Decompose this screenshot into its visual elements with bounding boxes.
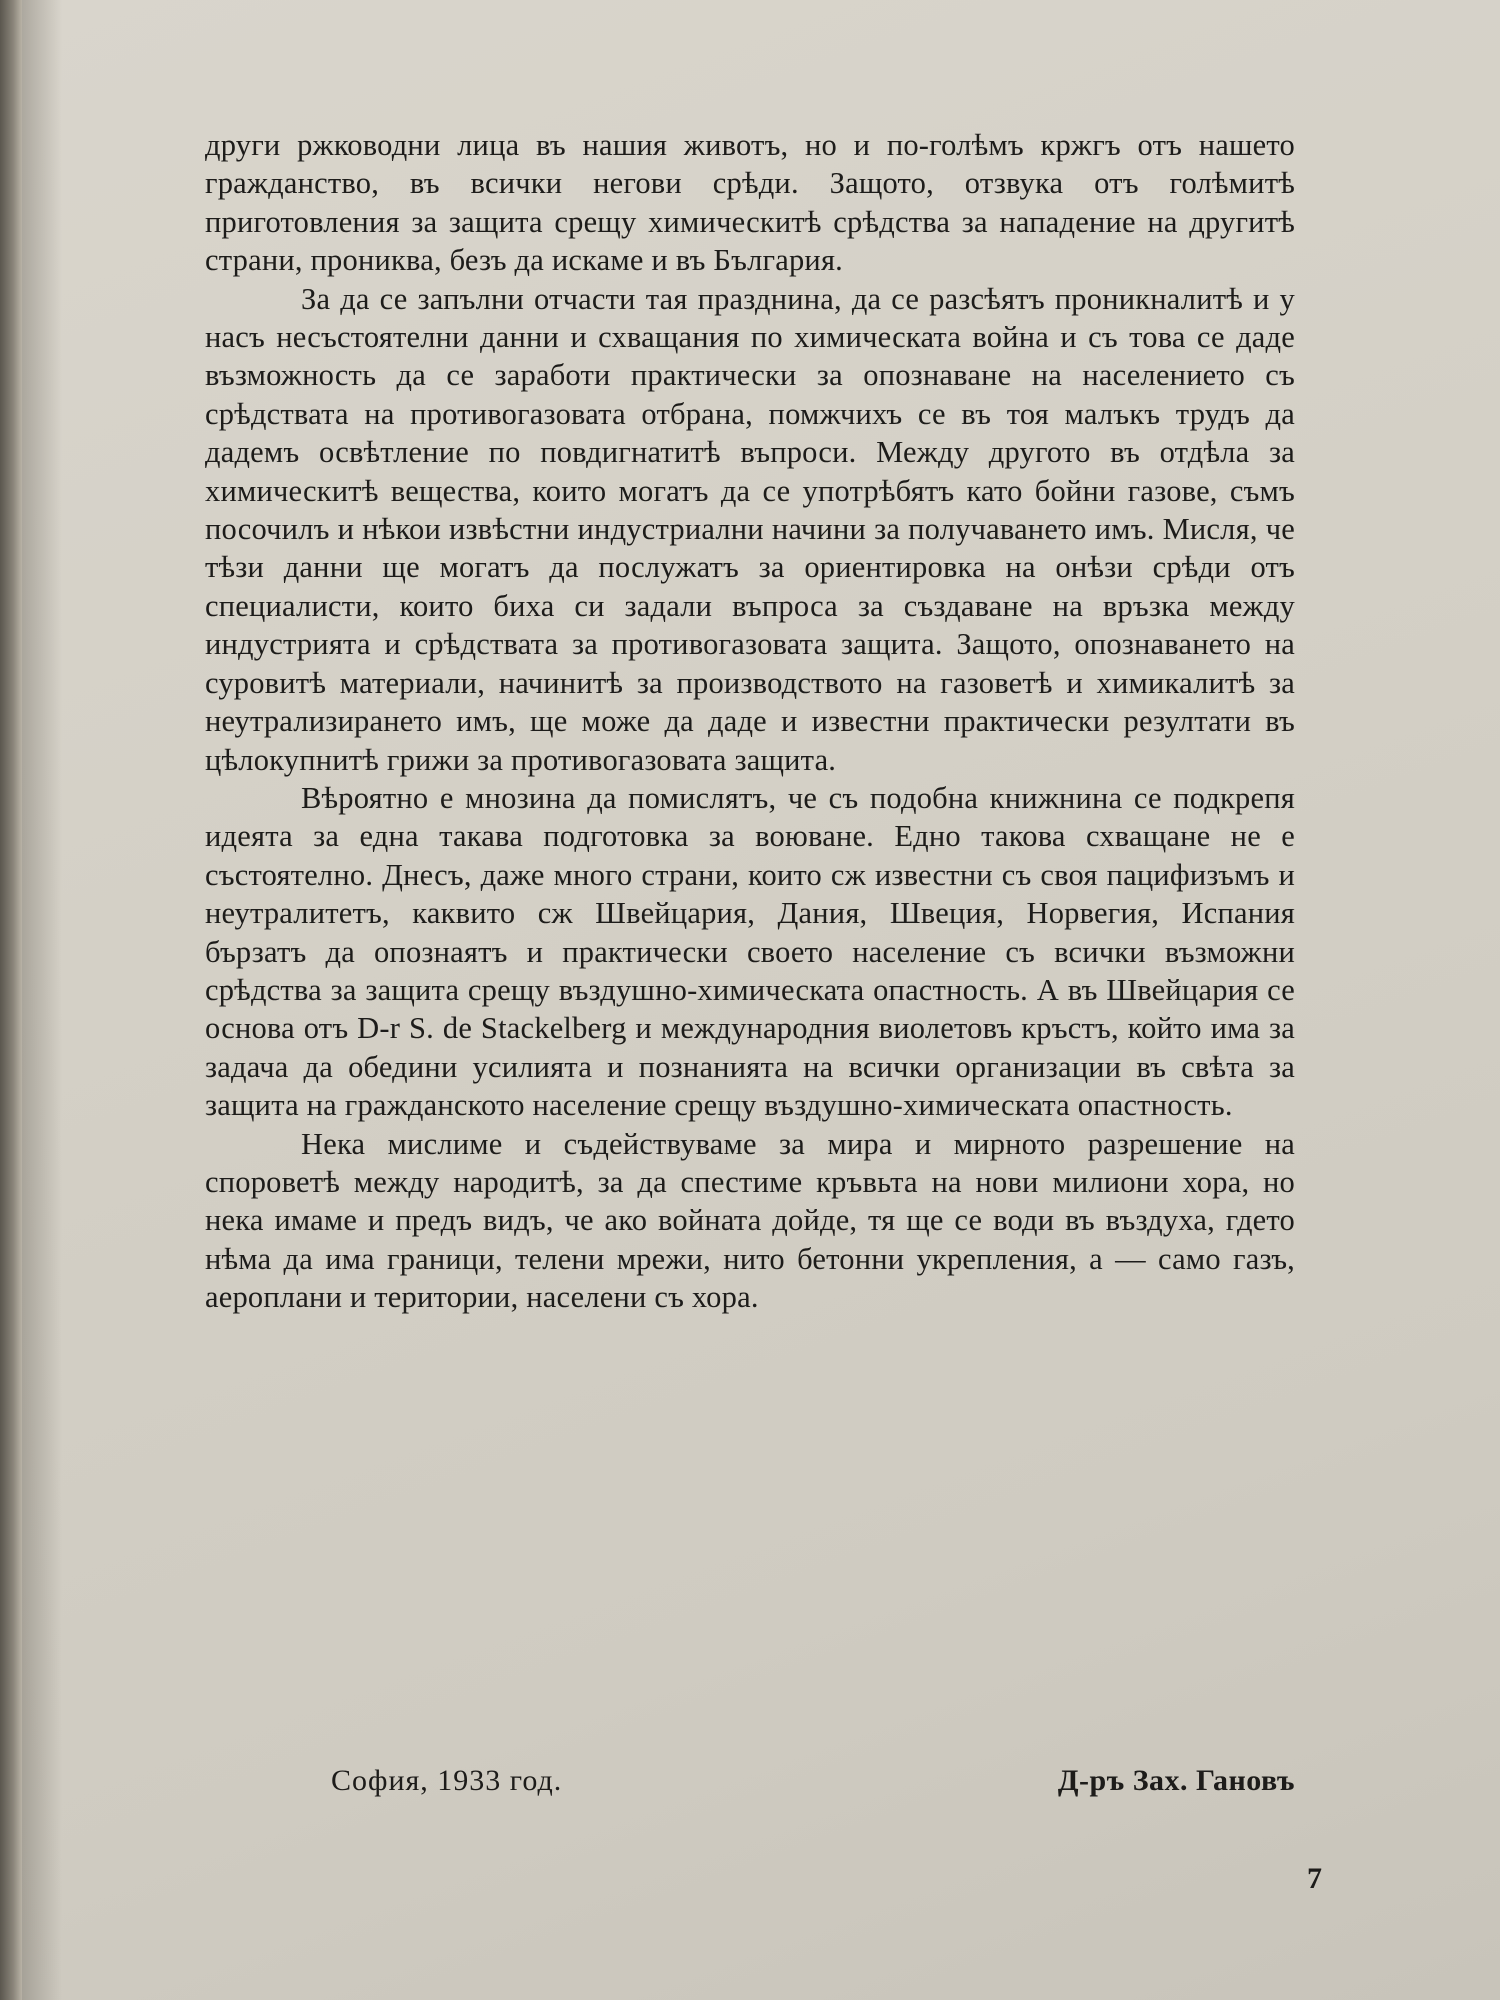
page-number: 7 <box>1307 1862 1322 1895</box>
body-text <box>205 126 1295 1317</box>
paragraph-1: други ржководни лица въ нашия животъ, но и по-голѣмъ кржгъ отъ нашето гражданство, въ всички негови срѣди. Защото, отзвука отъ голѣмитѣ приготовления за защита срещу химическитѣ срѣдства за нападение на другитѣ страни, прониква, безъ да искаме и въ България. <box>205 128 1295 278</box>
paragraph-4: Нека мислиме и съдействуваме за мира и мирното разрешение на спороветѣ между народитѣ, за да спестиме кръвьта на нови милиони хора, но нека имаме и предъ видъ, че ако войната дойде, тя ще се води въ въздуха, гдето нѣма да има граници, телени мрежи, нито бетонни укрепления, а — само газъ, аероплани и територии, населени съ хора. <box>205 1126 1295 1315</box>
binding-shadow <box>0 0 22 2000</box>
paragraph-2: За да се запълни отчасти тая празднина, да се разсѣятъ проникналитѣ и у насъ несъстоятелни данни и схващания по химическата война и съ това се даде възможность да се заработи практически за опознаване на населението съ срѣдствата на противогазовата отбрана, помжчихъ се въ тоя малъкъ трудъ да дадемъ освѣтление по повдигнатитѣ въпроси. Между другото въ отдѣла за химическитѣ вещества, които могатъ да се употрѣбятъ като бойни газове, съмъ посочилъ и нѣкои извѣстни индустриални начини за получаването имъ. Мисля, че тѣзи данни ще могатъ да послужатъ за ориентировка на онѣзи срѣди отъ специалисти, които биха си задали въпроса за създаване на връзка между индустрията и срѣдствата за противогазовата защита. Защото, опознаването на суровитѣ материали, начинитѣ за производството на газоветѣ и химикалитѣ за неутрализирането имъ, ще може да даде и известни практически резултати въ цѣлокупнитѣ грижи за противогазовата защита. <box>205 281 1295 777</box>
book-page <box>22 0 1500 2000</box>
signature-row <box>205 1764 1295 1808</box>
paragraph-3: Вѣроятно е мнозина да помислятъ, че съ подобна книжнина се подкрепя идеята за една такава подготовка за воюване. Едно такова схващане не е състоятелно. Днесъ, даже много страни, които сж известни съ своя пацифизъмъ и неутралитетъ, каквито сж Швейцария, Дания, Швеция, Норвегия, Испания бързатъ да опознаятъ и практически своето население съ всички възможни срѣдства за защита срещу въздушно-химическата опастность. А въ Швейцария се основа отъ D-r S. de Stackelberg и международния виолетовъ кръстъ, който има за задача да обедини усилията и познанията на всички организации въ свѣта за защита на гражданското население срещу въздушно-химическата опастность. <box>205 780 1295 1123</box>
place-date: София, 1933 год. <box>331 1764 563 1797</box>
author-signature: Д-ръ Зах. Гановъ <box>1057 1764 1295 1797</box>
